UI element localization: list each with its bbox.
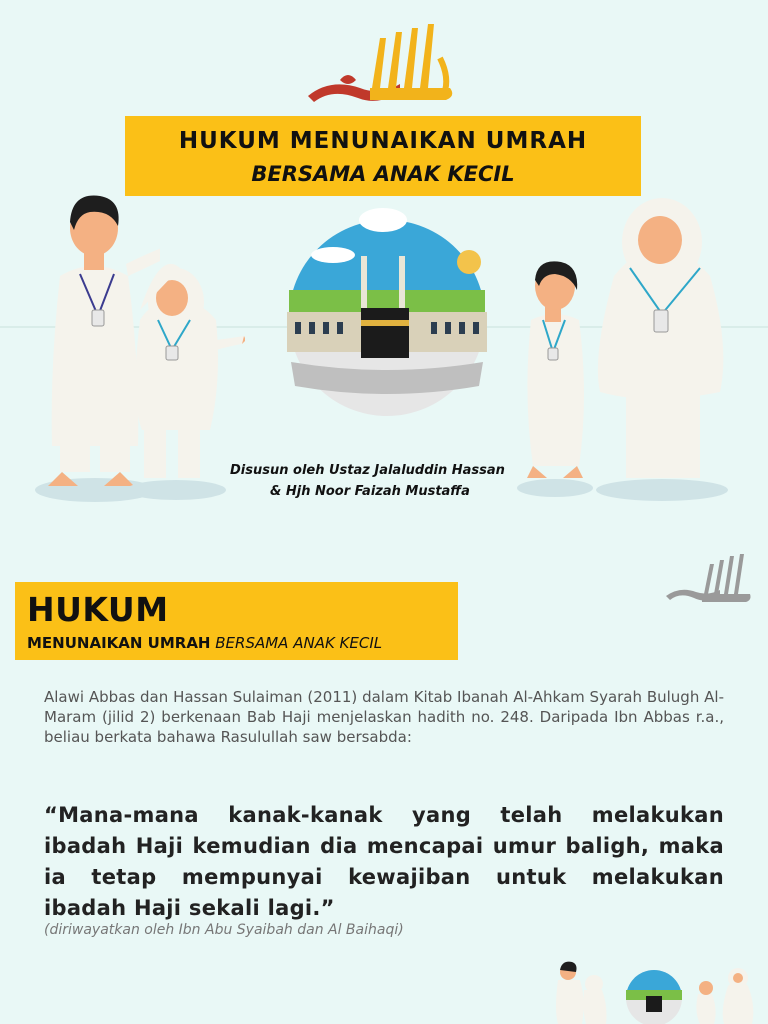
hadith-citation: (diriwayatkan oleh Ibn Abu Syaibah dan Al Baihaqi) [44,922,404,938]
jalaluddin-logo-icon [300,18,460,110]
section-subheading-italic: BERSAMA ANAK KECIL [215,634,383,652]
section-heading-banner [15,582,458,660]
section-subheading [27,634,382,652]
author-credit-line2: & Hjh Noor Faizah Mustaffa [270,484,470,499]
page-subtitle: BERSAMA ANAK KECIL [251,162,515,186]
hadith-quote: “Mana-mana kanak-kanak yang telah melakukan ibadah Haji kemudian dia mencapai umur baligh, maka ia tetap mempunyai kewajiban untuk melakukan ibadah Haji sekali lagi.” [44,803,724,920]
page-title: HUKUM MENUNAIKAN UMRAH [178,128,588,154]
pilgrims-thumbnail-icon [548,950,758,1024]
body-paragraph: Alawi Abbas dan Hassan Sulaiman (2011) dalam Kitab Ibanah Al-Ahkam Syarah Bulugh Al-Maram (jilid 2) berkenaan Bab Haji menjelaskan hadith no. 248. Daripada Ibn Abbas r.a., beliau berkata bahawa Rasulullah saw bersabda: [44,688,724,746]
kaaba-mecca-icon [283,200,491,420]
jalaluddin-logo-grey-icon [662,550,754,606]
section-subheading-bold: MENUNAIKAN UMRAH [27,634,211,652]
boy-pilgrim-icon [515,256,595,498]
girl-pilgrim-icon [120,260,245,500]
section-heading: HUKUM [27,590,169,629]
title-banner [125,116,641,196]
author-credit-line1: Disusun oleh Ustaz Jalaluddin Hassan [230,463,505,478]
mother-pilgrim-icon [590,196,735,502]
